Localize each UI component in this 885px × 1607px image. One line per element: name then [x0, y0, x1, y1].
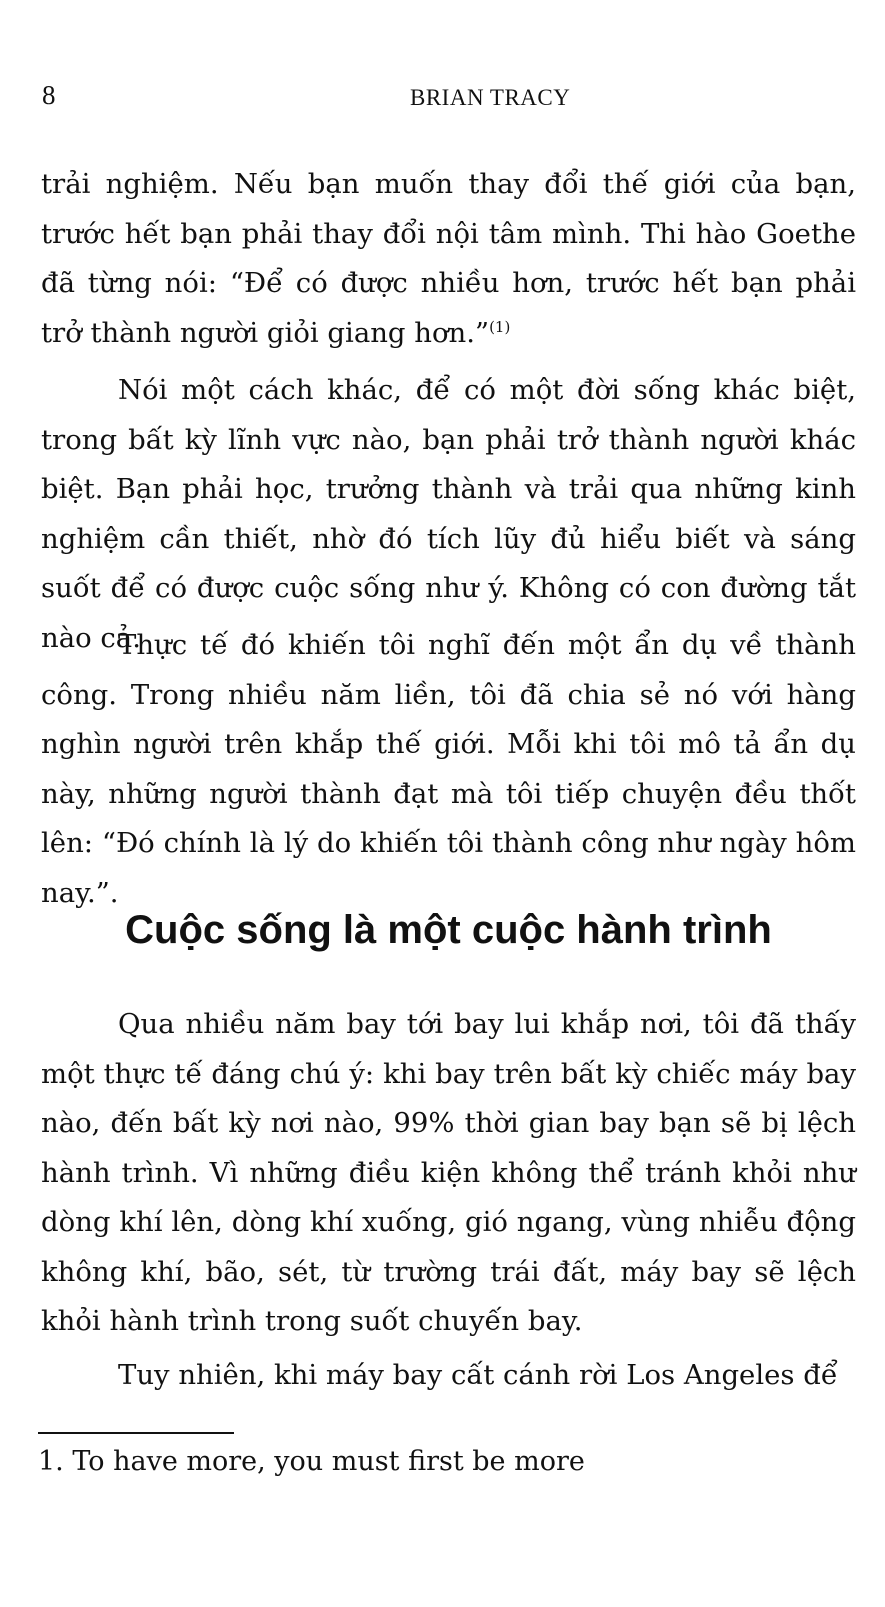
footnote-reference: (1) — [489, 317, 511, 336]
paragraph-3: Thực tế đó khiến tôi nghĩ đến một ẩn dụ về thành công. Trong nhiều năm liền, tôi đã chia sẻ nó với hàng nghìn người trên khắp thế giới. Mỗi khi tôi mô tả ẩn dụ này, những người thành đạt mà tôi tiếp chuyện đều thốt lên: “Đó chính là lý do khiến tôi thành công như ngày hôm nay.”. — [41, 629, 856, 909]
section-heading: Cuộc sống là một cuộc hành trình — [125, 908, 772, 952]
page-number: 8 — [42, 80, 56, 110]
footnote: 1. To have more, you must first be more — [38, 1446, 585, 1477]
paragraph-4: Qua nhiều năm bay tới bay lui khắp nơi, tôi đã thấy một thực tế đáng chú ý: khi bay trên bất kỳ chiếc máy bay nào, đến bất kỳ nơi nào, 99% thời gian bay bạn sẽ bị lệch hành trình. Vì những điều kiện không thể tránh khỏi như dòng khí lên, dòng khí xuống, gió ngang, vùng nhiễu động không khí, bão, sét, từ trường trái đất, máy bay sẽ lệch khỏi hành trình trong suốt chuyến bay. — [41, 1008, 856, 1337]
running-head-author: BRIAN TRACY — [410, 85, 571, 110]
paragraph-1-text: trải nghiệm. Nếu bạn muốn thay đổi thế giới của bạn, trước hết bạn phải thay đổi nội tâm mình. Thi hào Goethe đã từng nói: “Để có được nhiều hơn, trước hết bạn phải trở thành người giỏi giang hơn.” — [41, 168, 856, 349]
page-header — [40, 80, 870, 120]
footnote-divider — [38, 1432, 234, 1434]
paragraph-1 — [41, 160, 856, 358]
paragraph-2: Nói một cách khác, để có một đời sống khác biệt, trong bất kỳ lĩnh vực nào, bạn phải trở thành người khác biệt. Bạn phải học, trưởng thành và trải qua những kinh nghiệm cần thiết, nhờ đó tích lũy đủ hiểu biết và sáng suốt để có được cuộc sống như ý. Không có con đường tắt nào cả. — [41, 374, 856, 654]
paragraph-5: Tuy nhiên, khi máy bay cất cánh rời Los Angeles để — [118, 1359, 838, 1391]
